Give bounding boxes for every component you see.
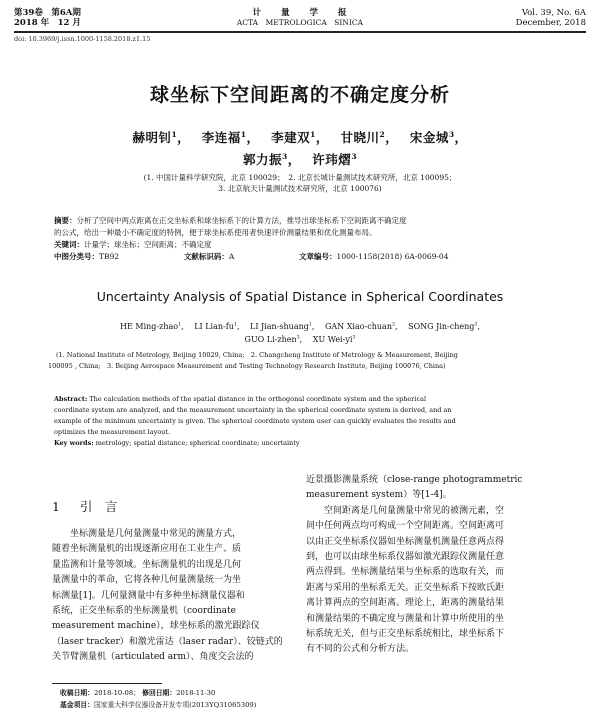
abstract-cn-text-1: 分析了空间中两点距离在正交坐标系和球坐标系下的计算方法，推导出球坐标系下空间距离不确定度 [76,216,407,225]
abstract-cn-label: 摘要： [54,216,77,225]
volume-issue: 第39卷 第6A期 [14,8,81,18]
affiliations-en [48,350,556,372]
author-name: 许玮熠 [312,152,352,167]
author-name-en: GAN Xiao-chuan [325,322,392,331]
text-line: measurement machine），球坐标系的激光跟踪仪 [52,621,260,632]
text-line: 两点得到。坐标测量结果与坐标系的选取有关，而 [306,567,505,578]
author-name: 宋金城 [409,130,449,145]
abstract-cn [54,215,554,263]
authors-cn-line2: 郭力振$^3$， 许玮熠$^3$ [242,151,358,167]
author-affil-mark: 3 [351,151,358,161]
text-line: 标测量[1]。几何量测量中有多种坐标测量仪器和 [52,590,245,601]
author-name-en: HE Ming-zhao [120,322,179,331]
text-line: 间中任何两点均可构成一个空间距离。空间距离可 [306,521,505,532]
author-affil-mark: 3 [474,322,478,328]
right-column-text [306,473,556,658]
author-name-en: GUO Li-zhen [244,335,297,344]
fund-label: 基金项目： [60,701,94,709]
author-name: 甘晓川 [340,130,380,145]
journal-name [0,8,600,28]
text-line: 近景摄影测量系统（close-range photogrammetric [306,475,523,485]
affiliation-en-line1: (1. National Institute of Metrology, Beijing 10029, China; 2. Changcheng Institute of Metrology & Measurement, Beijing [56,351,458,359]
doc-code-label: 文献标识码： [183,252,229,261]
text-line: 系统，正交坐标系的坐标测量机（coordinate [52,606,236,617]
keywords-cn-label: 关键词： [54,240,84,249]
paper-title-cn: 球坐标下空间距离的不确定度分析 [149,84,450,106]
section-number: 1 [52,499,60,514]
text-line: 随着坐标测量机的出现逐渐应用在工业生产、质 [52,544,242,555]
received-date: 2018-10-08 [93,689,134,697]
author-affil-mark: 3 [281,151,288,161]
affiliations-cn [0,172,600,194]
author-name: 赫明钊 [132,130,172,145]
author-name: 郭力振 [242,152,282,167]
affiliation-cn-line1: (1. 中国计量科学研究院，北京 100029； 2. 北京长城计量测试技术研究所，北京 100095； [143,173,457,182]
text-line: 空间距离是几何量测量中常见的被测元素，空 [306,505,505,516]
abstract-en-label: Abstract: [54,395,88,403]
doi: doi: 10.3969/j.issn.1000-1158.2018.z1.15 [14,35,151,43]
author-affil-mark: 3 [296,335,300,341]
author-affil-mark: 1 [308,322,312,328]
doc-code: A [228,252,235,261]
author-affil-mark: 1 [171,129,178,139]
author-affil-mark: 2 [391,322,396,328]
authors-cn-line1: 赫明钊$^1$， 李连福$^1$， 李建双$^1$， 甘晓川$^2$， 宋金城$^3$， [132,129,468,145]
left-column-text [52,527,292,666]
revised-date: 2018-11-30 [176,689,216,697]
affiliation-cn-line2: 3. 北京航天计量测试技术研究所，北京 100076) [218,184,382,193]
issue-date: 2018 年 12 月 [14,18,81,28]
text-line: 距离与采用的坐标系无关。正交坐标系下按欧氏距 [306,582,505,593]
header-rule [14,31,586,33]
text-line: 到，也可以由球坐标系仪器如激光跟踪仪测量任意 [306,552,505,563]
journal-issue-right [516,8,586,28]
issue-date-en: December, 2018 [515,18,586,28]
text-line: 离计算两点的空间距离。理论上，距离的测量结果 [306,598,505,609]
text-line: 坐标测量是几何量测量中常见的测量方式， [52,529,242,539]
author-affil-mark: 1 [310,129,316,139]
text-line: measurement system）等[1-4]。 [306,490,452,501]
revised-label: 修回日期： [142,689,177,697]
text-line: 有不同的公式和分析方法。 [306,644,415,655]
fund-info: 国家重大科学仪器设备开发专项(2013YQ31065309) [93,701,257,709]
footnote-rule [52,683,162,684]
abstract-en-text-4: optimizes the measurement layout. [54,428,171,436]
keywords-en: metrology; spatial distance; spherical coordinate; uncertainty [95,439,300,447]
author-name: 李建双 [271,130,311,145]
text-line: 以由正交坐标系仪器如坐标测量机测量任意两点得 [306,536,505,547]
footnote: 收稿日期：2018-10-08； 修回日期：2018-11-30 基金项目：国家重大科学仪器设备开发专项(2013YQ31065309) [60,689,257,709]
article-no: 1000-1158(2018) 6A-0069-04 [336,252,449,261]
author-affil-mark: 3 [352,335,356,341]
clc-label: 中图分类号： [54,252,99,261]
abstract-cn-text-2: 的公式，给出一种最小不确定度的特例，便于球坐标系使用者快速评价测量结果和优化测量布局。 [54,228,377,237]
text-line: 标系统无关，但与正交坐标系统相比，球坐标系下 [306,629,505,640]
paper-title-en: Uncertainty Analysis of Spatial Distance in Spherical Coordinates [96,289,504,304]
author-name-en: XU Wei-yi [312,335,353,344]
authors-en-line1: HE Ming-zhao$^1$, LI Lian-$fu^1$, LI Jian-shuang$^1$, GAN Xiao-chuan$^2$, SONG Jin-cheng$^3$, [120,322,480,331]
section-1-heading [52,497,117,515]
author-name-en: LI Jian-shuang [250,322,309,331]
author-affil-mark: 1 [240,129,247,139]
text-line: 量测量中的革命，它将各种几何量测量统一为坐 [52,575,242,586]
keywords-en-label: Key words: [54,439,94,447]
journal-name-en: ACTA METROLOGICA SINICA [236,18,364,27]
affiliation-en-line2: 100095 , China; 3. Beijing Aerospace Measurement and Testing Technology Research Institute, Beijing 100076, China) [48,362,446,370]
volume-issue-en: Vol. 39, No. 6A [521,8,586,18]
author-name-en: LI Lian-fu [194,322,234,331]
abstract-en-text-1: The calculation methods of the spatial distance in the orthogonal coordinate system and the spherical [89,395,427,403]
abstract-en-text-3: example of the minimum uncertainty is given. The spherical coordinate system user can quickly evaluates the results and [54,417,456,425]
text-line: 和测量结果的不确定度与测量和计算中所使用的坐 [306,613,505,624]
abstract-en [54,394,554,449]
author-affil-mark: 2 [379,129,386,139]
keywords-cn: 计量学；球坐标；空间距离；不确定度 [84,240,212,249]
text-line: 关节臂测量机（articulated arm）、角度交会法的 [52,652,254,663]
author-name-en: SONG Jin-cheng [408,322,475,331]
author-name: 李连福 [201,130,241,145]
received-label: 收稿日期： [60,689,94,697]
text-line: （laser tracker）和激光雷达（laser radar）、铰链式的 [52,636,283,647]
clc-number: TB92 [99,252,120,261]
text-line: 量监测和计量等领域。坐标测量机的出现是几何 [52,559,242,570]
abstract-en-text-2: coordinate system are analyzed, and the measurement uncertainty in the spherical coordinate system is derived, and an [54,406,452,414]
article-no-label: 文章编号： [299,252,337,261]
authors-en [0,320,600,346]
author-affil-mark: 3 [448,129,455,139]
authors-en-line2: GUO Li-zhen$^3$, XU Wei-$yi^3$ [244,335,356,344]
author-affil-mark: 1 [233,322,237,328]
section-title: 引 言 [79,499,118,514]
journal-name-cn: 计 量 学 报 [252,8,348,18]
author-affil-mark: 1 [178,322,182,328]
